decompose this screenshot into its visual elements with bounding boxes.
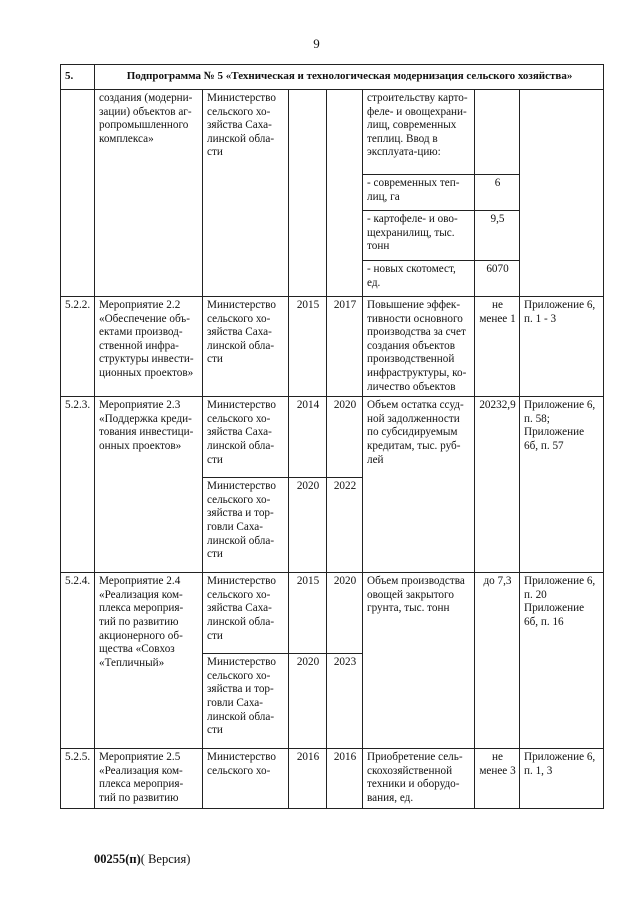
section-number: 5. — [61, 65, 95, 90]
table-row — [61, 397, 604, 478]
program-table — [60, 64, 604, 809]
start-year: 2016 — [289, 749, 327, 808]
executor-cell: Министерство сельского хо-зяйства Саха-линской обла-сти — [203, 90, 289, 297]
row-number: 5.2.5. — [61, 749, 95, 808]
indicator-cell: Повышение эффек-тивности основного производства за счет создания объектов производственной инфраструктуры, ко-личество объектов — [363, 297, 475, 397]
document-footer — [94, 852, 190, 867]
start-year: 2015 — [289, 573, 327, 654]
page-number: 9 — [313, 36, 320, 51]
table-row — [61, 297, 604, 397]
reference-cell: Приложение 6, п. 58; Приложение 6б, п. 57 — [520, 397, 604, 573]
indicator-cell: - новых скотомест, ед. — [363, 261, 475, 297]
end-year: 2020 — [327, 397, 363, 478]
executor-cell: Министерство сельского хо-зяйства Саха-линской обла-сти — [203, 297, 289, 397]
row-number: 5.2.3. — [61, 397, 95, 573]
executor-cell: Министерство сельского хо-зяйства Саха-линской обла-сти — [203, 397, 289, 478]
start-year: 2020 — [289, 654, 327, 749]
value-cell: 20232,9 — [475, 397, 520, 573]
executor-cell: Министерство сельского хо-зяйства и тор-говли Саха-линской обла-сти — [203, 654, 289, 749]
executor-cell: Министерство сельского хо-зяйства и тор-говли Саха-линской обла-сти — [203, 478, 289, 573]
event-name-cell: Мероприятие 2.5 «Реализация ком-плекса мероприя-тий по развитию — [95, 749, 203, 808]
table-row — [61, 90, 604, 175]
value-cell: до 7,3 — [475, 573, 520, 749]
table-row — [61, 749, 604, 808]
indicator-cell: строительству карто-феле- и овощехрани-лищ, современных теплиц. Ввод в эксплуата-цию: — [363, 90, 475, 175]
value-cell: 6070 — [475, 261, 520, 297]
end-year: 2017 — [327, 297, 363, 397]
value-cell: не менее 1 — [475, 297, 520, 397]
start-year: 2015 — [289, 297, 327, 397]
indicator-cell: - современных теп-лиц, га — [363, 175, 475, 211]
end-year: 2016 — [327, 749, 363, 808]
indicator-cell: - картофеле- и ово-щехранилищ, тыс. тонн — [363, 211, 475, 261]
event-name-cell: Мероприятие 2.3 «Поддержка креди-тования инвестици-онных проектов» — [95, 397, 203, 573]
indicator-cell: Объем остатка ссуд-ной задолженности по субсидируемым кредитам, тыс. руб-лей — [363, 397, 475, 573]
document-code: 00255(п) — [94, 852, 141, 866]
section-header-row — [61, 65, 604, 90]
end-year: 2020 — [327, 573, 363, 654]
value-cell: не менее 3 — [475, 749, 520, 808]
start-year: 2020 — [289, 478, 327, 573]
table-row — [61, 573, 604, 654]
reference-cell: Приложение 6, п. 1, 3 — [520, 749, 604, 808]
end-year: 2023 — [327, 654, 363, 749]
section-title: Подпрограмма № 5 «Техническая и технологическая модернизация сельского хозяйства» — [95, 65, 604, 90]
document-version: ( Версия) — [140, 852, 191, 866]
executor-cell: Министерство сельского хо- — [203, 749, 289, 808]
value-cell: 6 — [475, 175, 520, 211]
indicator-cell: Объем производства овощей закрытого грунта, тыс. тонн — [363, 573, 475, 749]
row-number: 5.2.4. — [61, 573, 95, 749]
value-cell: 9,5 — [475, 211, 520, 261]
row-number: 5.2.2. — [61, 297, 95, 397]
event-name-cell: Мероприятие 2.4 «Реализация ком-плекса мероприя-тий по развитию акционерного об-щества «Совхоз «Тепличный» — [95, 573, 203, 749]
start-year: 2014 — [289, 397, 327, 478]
event-name-cell: Мероприятие 2.2 «Обеспечение объ-ектами производ-ственной инфра-структуры инвести-ционных проектов» — [95, 297, 203, 397]
indicator-cell: Приобретение сель-скохозяйственной техники и оборудо-вания, ед. — [363, 749, 475, 808]
event-name-cell: создания (модерни-зации) объектов аг-ропромышленного комплекса» — [95, 90, 203, 297]
reference-cell: Приложение 6, п. 1 - 3 — [520, 297, 604, 397]
executor-cell: Министерство сельского хо-зяйства Саха-линской обла-сти — [203, 573, 289, 654]
end-year: 2022 — [327, 478, 363, 573]
reference-cell: Приложение 6, п. 20 Приложение 6б, п. 16 — [520, 573, 604, 749]
